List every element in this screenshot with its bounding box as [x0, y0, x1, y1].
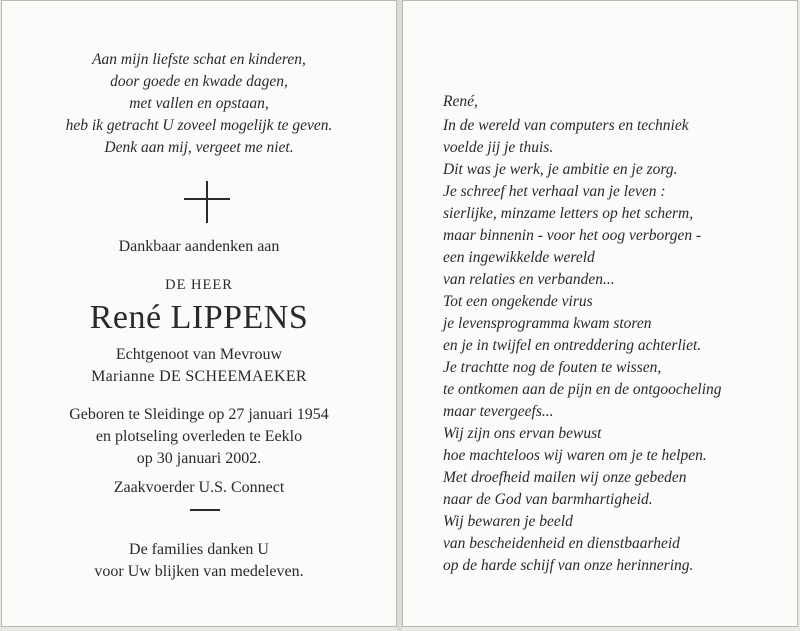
remembrance-text: Dankbaar aandenken aan: [118, 238, 280, 255]
dedication-line: heb ik getracht U zoveel mogelijk te geven.: [65, 117, 333, 134]
poem-line: je levensprogramma kwam storen: [443, 315, 652, 332]
deceased-name: René LIPPENS: [89, 299, 309, 336]
salutation: René,: [443, 93, 478, 110]
poem-line: Wij bewaren je beeld: [443, 513, 573, 530]
poem-line: voelde jij je thuis.: [443, 139, 554, 156]
dedication-poem: [2, 49, 396, 159]
poem-line: In de wereld van computers en techniek: [443, 117, 689, 134]
thanks-line-1: De families danken U: [129, 541, 269, 558]
poem-line: van relaties en verbanden...: [443, 271, 615, 288]
poem-line: naar de God van barmhartigheid.: [443, 491, 653, 508]
poem-line: Je schreef het verhaal van je leven :: [443, 183, 666, 200]
poem-line: Tot een ongekende virus: [443, 293, 593, 310]
poem-line: een ingewikkelde wereld: [443, 249, 595, 266]
memorial-poem: [443, 115, 787, 577]
spouse-intro: Echtgenoot van Mevrouw: [115, 346, 283, 363]
death-text: en plotseling overleden te Eeklo: [95, 428, 303, 445]
dedication-line: door goede en kwade dagen,: [110, 73, 288, 90]
birth-text: Geboren te Sleidinge op 27 januari 1954: [69, 406, 329, 423]
dedication-line: Aan mijn liefste schat en kinderen,: [92, 51, 306, 68]
left-card: [1, 0, 397, 627]
thanks-line-2: voor Uw blijken van medeleven.: [94, 563, 304, 580]
poem-line: van bescheidenheid en dienstbaarheid: [443, 535, 680, 552]
cross-icon: [184, 181, 230, 223]
dedication-line: met vallen en opstaan,: [129, 95, 269, 112]
poem-line: op de harde schijf van onze herinnering.: [443, 557, 694, 574]
poem-line: sierlijke, minzame letters op het scherm,: [443, 205, 694, 222]
death-date: op 30 januari 2002.: [136, 450, 262, 467]
dedication-line: Denk aan mij, vergeet me niet.: [104, 139, 294, 156]
poem-line: Je trachtte nog de fouten te wissen,: [443, 359, 662, 376]
right-card: [402, 0, 798, 627]
poem-line: te ontkomen aan de pijn en de ontgoocheling: [443, 381, 722, 398]
poem-line: Met droefheid mailen wij onze gebeden: [443, 469, 687, 486]
poem-line: maar tevergeefs...: [443, 403, 554, 420]
poem-line: Dit was je werk, je ambitie en je zorg.: [443, 161, 678, 178]
poem-line: en je in twijfel en ontreddering achterliet.: [443, 337, 702, 354]
divider: [190, 509, 220, 511]
poem-line: maar binnenin - voor het oog verborgen -: [443, 227, 702, 244]
occupation-text: Zaakvoerder U.S. Connect: [113, 479, 285, 496]
honorific-title: DE HEER: [165, 277, 233, 293]
poem-line: hoe machteloos wij waren om je te helpen.: [443, 447, 707, 464]
spouse-name: Marianne DE SCHEEMAEKER: [91, 368, 307, 385]
poem-line: Wij zijn ons ervan bewust: [443, 425, 602, 442]
